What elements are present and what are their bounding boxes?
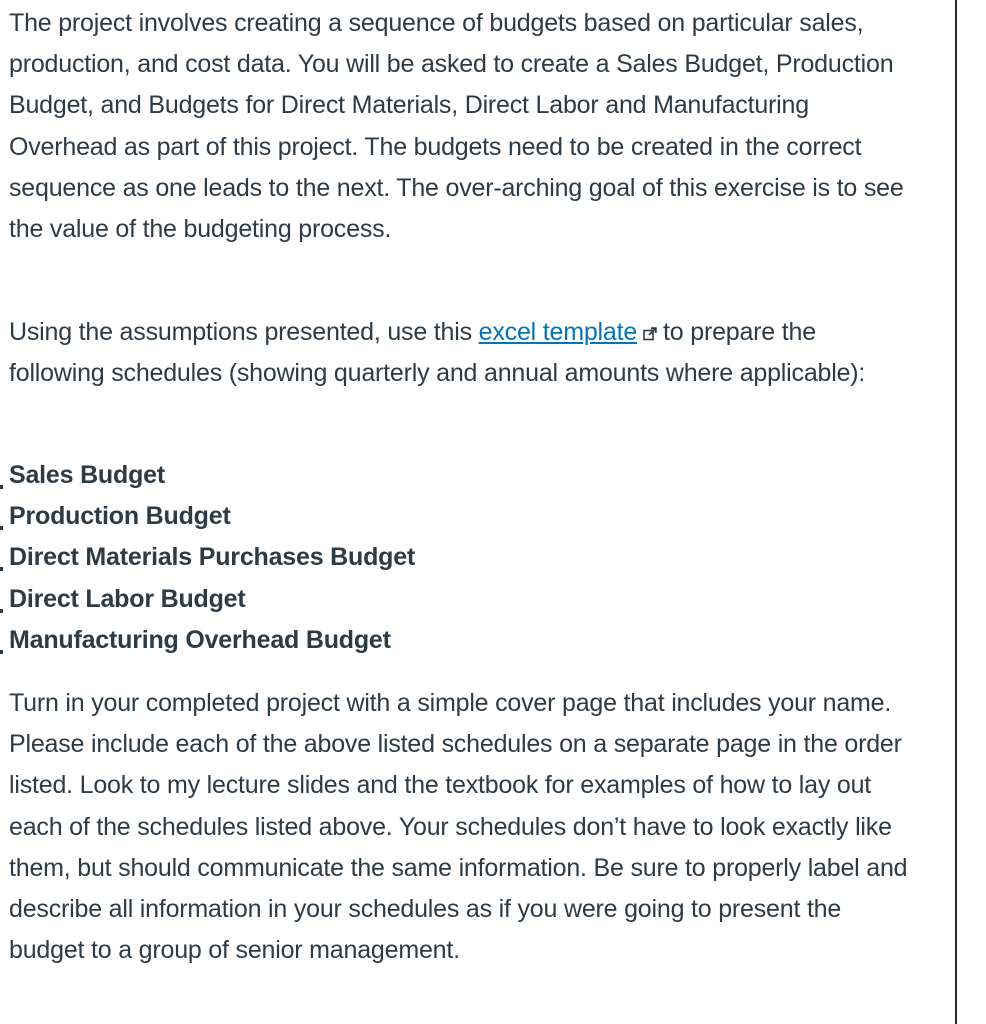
- excel-template-link[interactable]: excel template: [478, 318, 638, 346]
- external-link-icon[interactable]: [643, 313, 657, 327]
- schedule-item-direct-labor-budget: Direct Labor Budget: [9, 579, 909, 620]
- schedule-item-manufacturing-overhead-budget: Manufacturing Overhead Budget: [9, 620, 909, 661]
- content-border: [955, 0, 957, 1024]
- schedule-list: [9, 455, 909, 661]
- schedule-item-sales-budget: Sales Budget: [9, 455, 909, 496]
- schedule-item-direct-materials-budget: Direct Materials Purchases Budget: [9, 537, 909, 578]
- submission-paragraph: Turn in your completed project with a simple cover page that includes your name. Please include each of the above listed schedules on a separate page in the order listed. Look to my lecture slides and the textbook for examples of how to lay out each of the schedules listed above. Your schedules don’t have to look exactly like them, but should communicate the same information. Be sure to properly label and describe all information in your schedules as if you were going to present the budget to a group of senior management.: [9, 689, 908, 965]
- instructions-text-before-link: Using the assumptions presented, use this: [9, 318, 479, 346]
- instructions-paragraph: [9, 312, 909, 394]
- instructions-text-after-link: to prepare the following schedules (showing quarterly and annual amounts where applicable):: [9, 318, 866, 388]
- schedule-item-production-budget: Production Budget: [9, 496, 909, 537]
- intro-paragraph: The project involves creating a sequence of budgets based on particular sales, production, and cost data. You will be asked to create a Sales Budget, Production Budget, and Budgets for Direct Materials, Direct Labor and Manufacturing Overhead as part of this project. The budgets need to be created in the correct sequence as one leads to the next. The over-arching goal of this exercise is to see the value of the budgeting process.: [9, 9, 904, 244]
